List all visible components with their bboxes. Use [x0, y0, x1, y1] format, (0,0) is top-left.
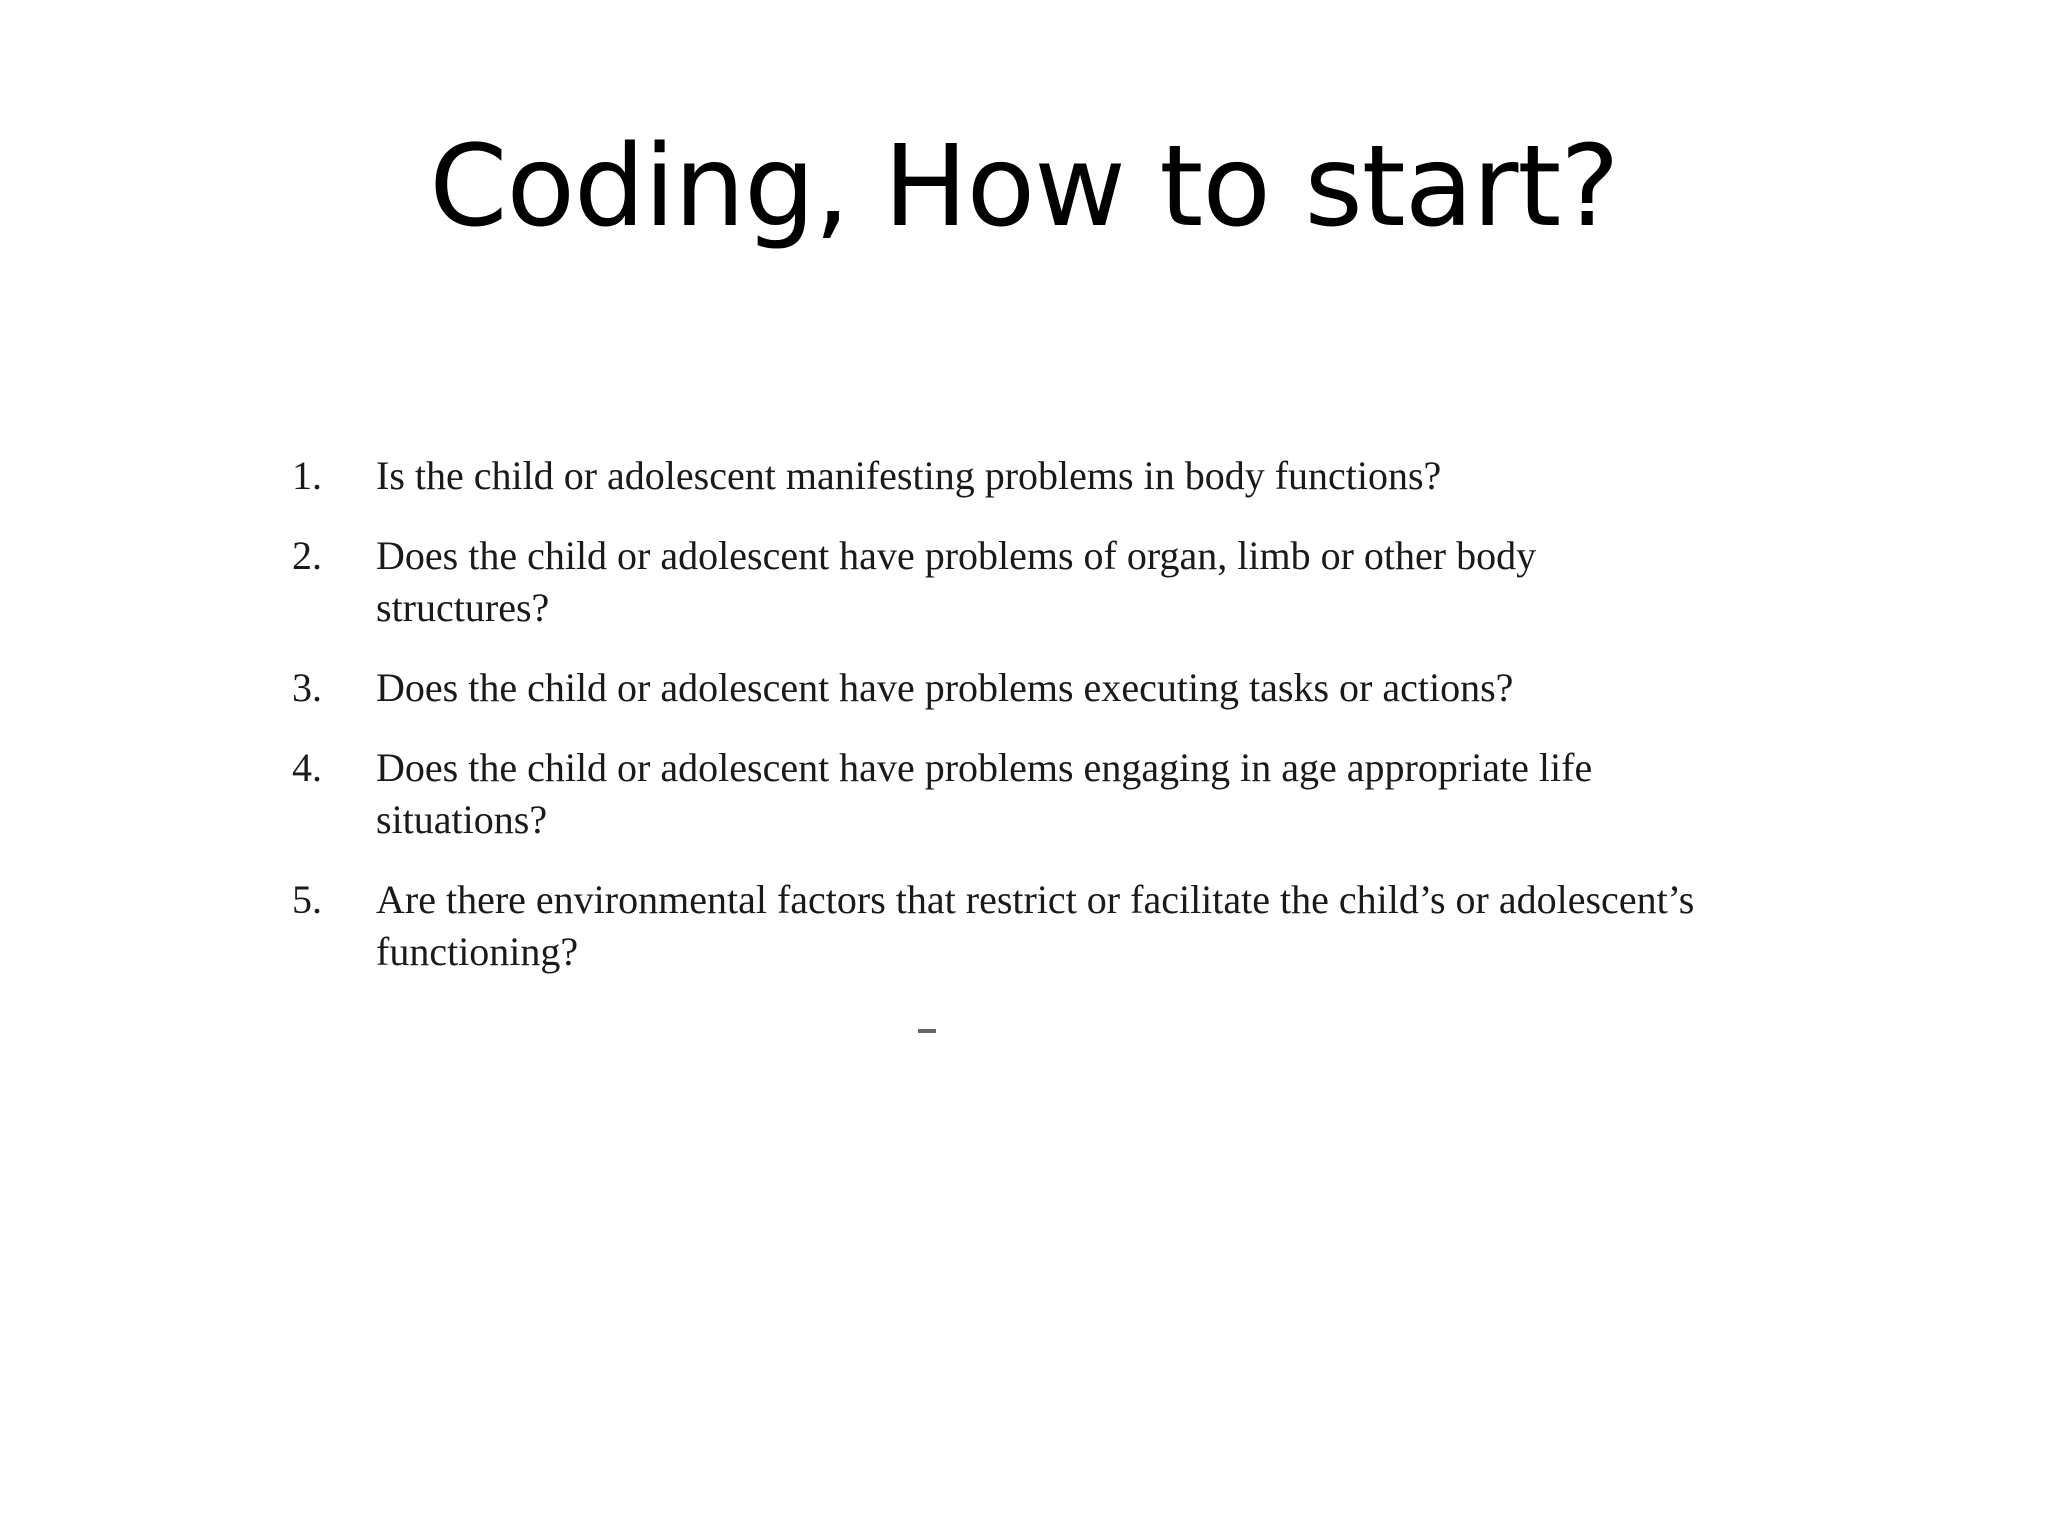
question-item-1	[292, 450, 1752, 502]
question-text: Is the child or adolescent manifesting problems in body functions?	[376, 453, 1442, 498]
question-number: 2.	[292, 533, 322, 578]
question-item-2	[292, 530, 1752, 634]
question-item-3	[292, 662, 1752, 714]
screening-question-list	[292, 450, 1752, 1006]
question-item-4	[292, 742, 1752, 846]
slide-title: Coding, How to start?	[429, 122, 1619, 252]
small-dash-mark	[918, 1029, 936, 1033]
question-number: 5.	[292, 877, 322, 922]
question-text: Are there environmental factors that restrict or facilitate the child’s or adolescent’s functioning?	[376, 877, 1695, 974]
question-item-5	[292, 874, 1752, 978]
question-text: Does the child or adolescent have problems engaging in age appropriate life situations?	[376, 745, 1593, 842]
question-text: Does the child or adolescent have problems executing tasks or actions?	[376, 665, 1514, 710]
question-number: 1.	[292, 453, 322, 498]
question-text: Does the child or adolescent have problems of organ, limb or other body structures?	[376, 533, 1537, 630]
screening-questions-image	[280, 420, 1760, 1060]
question-number: 4.	[292, 745, 322, 790]
question-number: 3.	[292, 665, 322, 710]
